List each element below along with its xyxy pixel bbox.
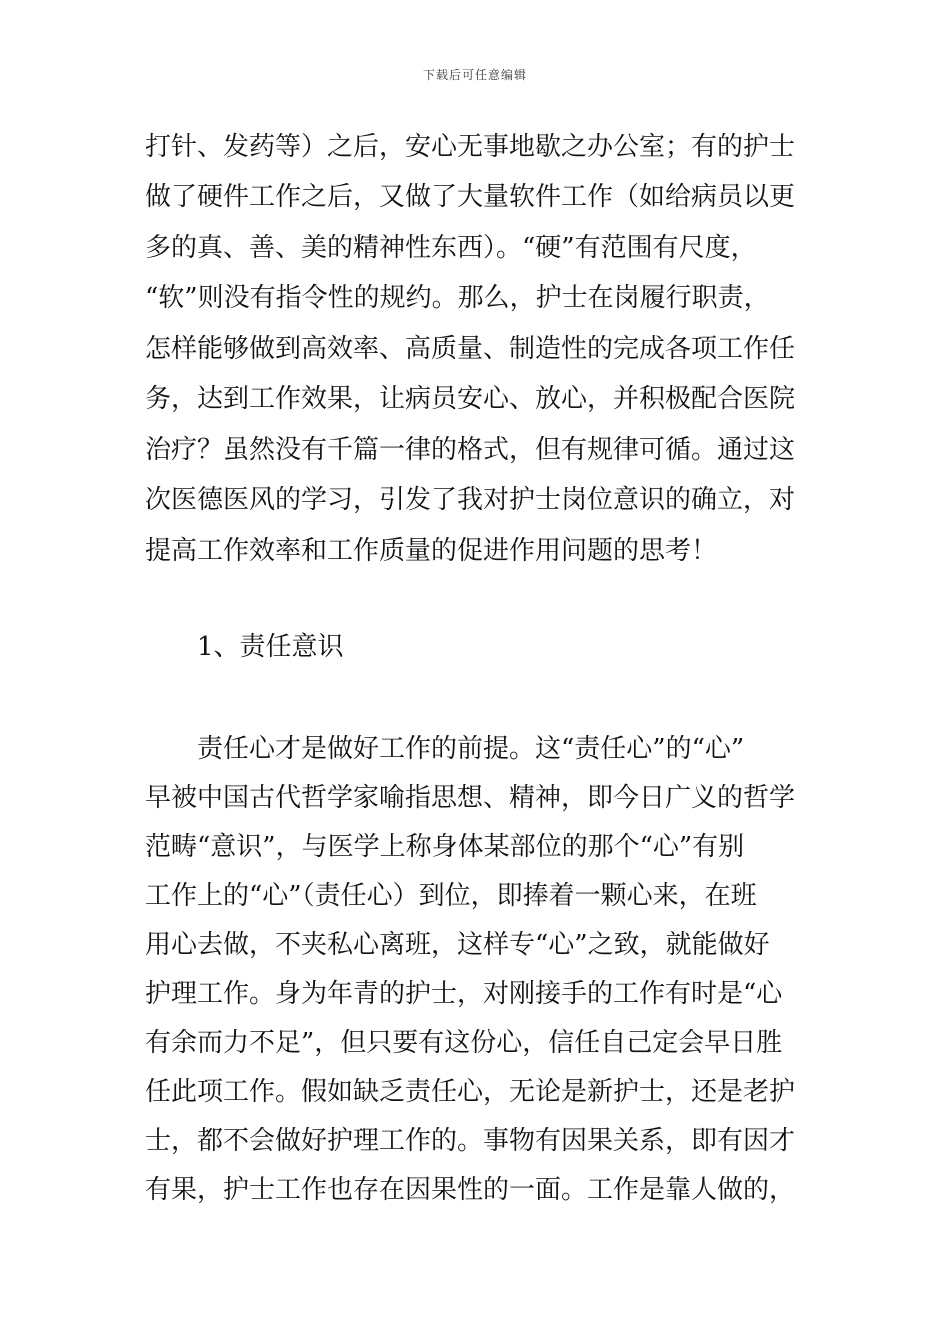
paragraph-line: 工作上的“心”（责任心）到位，即捧着一颗心来，在班 [145,881,757,911]
paragraph-line: 治疗？虽然没有千篇一律的格式，但有规律可循。通过这 [145,435,796,465]
paragraph-line: 提高工作效率和工作质量的促进作用问题的思考！ [145,536,718,566]
paragraph-line: 责任心才是做好工作的前提。这“责任心”的“心” [197,734,745,764]
paragraph-line: 护理工作。身为年青的护士，对刚接手的工作有时是“心 [145,979,783,1009]
paragraph-line: 用心去做，不夹私心离班，这样专“心”之致，就能做好 [145,930,770,960]
page-header-note: 下载后可任意编辑 [422,68,527,82]
paragraph-line: 早被中国古代哲学家喻指思想、精神，即今日广义的哲学 [145,783,796,813]
paragraph-line: 多的真、善、美的精神性东西）。“硬”有范围有尺度， [145,233,757,263]
paragraph-line: 做了硬件工作之后，又做了大量软件工作（如给病员以更 [145,182,796,212]
paragraph-line: 范畴“意识”，与医学上称身体某部位的那个“心”有别 [145,832,745,862]
paragraph-line: 打针、发药等）之后，安心无事地歇之办公室；有的护士 [145,132,796,162]
paragraph-line: “软”则没有指令性的规约。那么，护士在岗履行职责， [145,283,770,313]
paragraph-line: 士，都不会做好护理工作的。事物有因果关系，即有因才 [145,1126,796,1156]
paragraph-line: 任此项工作。假如缺乏责任心，无论是新护士，还是老护 [145,1077,796,1107]
paragraph-line: 有余而力不足”，但只要有这份心，信任自己定会早日胜 [145,1028,783,1058]
section-heading: 1、责任意识 [197,632,344,662]
paragraph-line: 务，达到工作效果，让病员安心、放心，并积极配合医院 [145,384,796,414]
paragraph-line: 怎样能够做到高效率、高质量、制造性的完成各项工作任 [145,334,796,364]
paragraph-line: 有果，护士工作也存在因果性的一面。工作是靠人做的， [145,1175,796,1205]
paragraph-line: 次医德医风的学习，引发了我对护士岗位意识的确立，对 [145,485,796,515]
